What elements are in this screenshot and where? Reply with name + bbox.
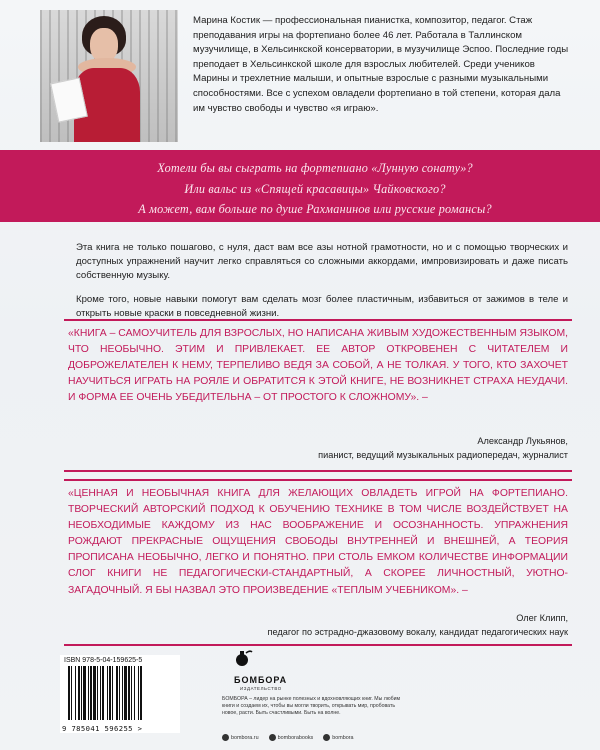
- book-description: [76, 241, 568, 330]
- publisher-description: БОМБОРА – лидер на рынке полезных и вдохновляющих книг. Мы любим книги и создаем их, чтобы вы могли творить, открывать мир, пробовать новое, расти. Быть счастливыми. Быть на волне.: [222, 696, 401, 717]
- description-paragraph-2: Кроме того, новые навыки помогут вам сделать мозг более пластичным, избавиться от зажимов в теле и открыть новые краски в повседневной жизни.: [76, 293, 568, 319]
- social-telegram[interactable]: bombora: [323, 734, 353, 741]
- review-1-author-role: пианист, ведущий музыкальных радиопередач, журналист: [318, 450, 568, 460]
- publisher-socials: [222, 734, 354, 741]
- social-site[interactable]: bombora.ru: [222, 734, 259, 741]
- review-2-author-role: педагог по эстрадно-джазовому вокалу, кандидат педагогических наук: [267, 627, 568, 637]
- quote1-top-rule: [64, 319, 572, 321]
- social-vk[interactable]: bomborabooks: [269, 734, 314, 741]
- teaser-line-2: Или вальс из «Спящей красавицы» Чайковского?: [184, 181, 446, 196]
- publisher-name: БОМБОРА: [234, 675, 288, 685]
- globe-icon: [222, 734, 229, 741]
- review-1-author: [148, 434, 568, 462]
- quote2-top-rule: [64, 479, 572, 481]
- review-2-author: [148, 611, 568, 639]
- isbn-label: ISBN 978-5-04-159625-5: [64, 657, 143, 664]
- publisher-subtitle: ИЗДАТЕЛЬСТВО: [240, 686, 282, 691]
- barcode-number: 9 785041 596255 >: [62, 724, 143, 733]
- quote2-bottom-rule: [64, 644, 572, 646]
- description-paragraph-1: Эта книга не только пошагово, с нуля, даст вам все азы нотной грамотности, но и с помощью творческих и доступных упражнений научит легко справляться со сложными аккордами, импровизировать и даже писать собственную музыку.: [76, 242, 568, 282]
- vk-icon: [269, 734, 276, 741]
- author-photo: [40, 10, 178, 142]
- barcode: [68, 666, 174, 722]
- author-bio: Марина Костик — профессиональная пианистка, композитор, педагог. Стаж преподавания игры на фортепиано более 46 лет. Работала в Таллинском музучилище, в Хельсинкской консерватории, в музучилище Эспоо. Последние годы преподает в Хельсинкской школе для взрослых любителей. Среди учеников Марины и трехлетние малыши, и опытные взрослые с разными музыкальными способностями. Все с успехом овладели фортепиано в той степени, которая дала им чувство свободы и чувство «я играю».: [193, 15, 569, 114]
- review-quote-1: «КНИГА – САМОУЧИТЕЛЬ ДЛЯ ВЗРОСЛЫХ, НО НАПИСАНА ЖИВЫМ ХУДОЖЕСТВЕННЫМ ЯЗЫКОМ, ЧТО НЕОБЫЧНО. ЭТИМ И ПРИВЛЕКАЕТ. ЕЕ АВТОР ОТКРОВЕНЕН С ЧИТАТЕЛЕМ И ДОБРОЖЕЛАТЕЛЕН К НЕМУ, ТЕРПЕЛИВО ВЕДЯ ЗА СОБОЙ, А НЕ ТОЛКАЯ. У ТОГО, КТО ЗАХОЧЕТ НАУЧИТЬСЯ ИГРАТЬ НА РОЯЛЕ И ОБРАТИТСЯ К ЭТОЙ КНИГЕ, НЕ ВОЗНИКНЕТ СТРАХА НЕУДАЧИ. И ФОРМА ЕЕ ОЧЕНЬ УБЕДИТЕЛЬНА – ОТ ПРОСТОГО К СЛОЖНОМУ». –: [68, 328, 568, 404]
- teaser-lines: [100, 158, 530, 220]
- review-2-author-name: Олег Клипп,: [516, 613, 568, 623]
- teaser-line-1: Хотели бы вы сыграть на фортепиано «Лунную сонату»?: [157, 161, 473, 175]
- telegram-icon: [323, 734, 330, 741]
- quote1-bottom-rule: [64, 470, 572, 472]
- bombora-logo-icon: [222, 650, 262, 676]
- review-1-author-name: Александр Лукьянов,: [477, 436, 568, 446]
- teaser-line-3: А может, вам больше по душе Рахманинов или русские романсы?: [138, 202, 492, 216]
- review-quote-2: «ЦЕННАЯ И НЕОБЫЧНАЯ КНИГА ДЛЯ ЖЕЛАЮЩИХ ОВЛАДЕТЬ ИГРОЙ НА ФОРТЕПИАНО. ТВОРЧЕСКИЙ АВТОРСКИЙ ПОДХОД К ОБУЧЕНИЮ ТЕХНИКЕ В ТОМ ЧИСЛЕ ВОЗДЕЙСТВУЕТ НА НЕОБХОДИМЫЕ КАЖДОМУ ИЗ НАС ВООБРАЖЕНИЕ И ОСОЗНАННОСТЬ. УПРАЖНЕНИЯ РОЖДАЮТ ПРЕКРАСНЫЕ ОЩУЩЕНИЯ СВОБОДЫ ВНУТРЕННЕЙ И ВНЕШНЕЙ, А ТЕОРИЯ ПРОПИСАНА НЕОБЫЧНО, ЛЕГКО И ПОНЯТНО. ПРИ СТОЛЬ ЕМКОМ КОЛИЧЕСТВЕ ИНФОРМАЦИИ СЛОГ КНИГИ НЕ ПЕДАГОГИЧЕСКИ-СТАНДАРТНЫЙ, А СКОРЕЕ ЛИЧНОСТНЫЙ, УЮТНО-ЗАГАДОЧНЫЙ. Я БЫ НАЗВАЛ ЭТО ПРОИЗВЕДЕНИЕ «ТЕПЛЫМ УЧЕБНИКОМ». –: [68, 488, 568, 596]
